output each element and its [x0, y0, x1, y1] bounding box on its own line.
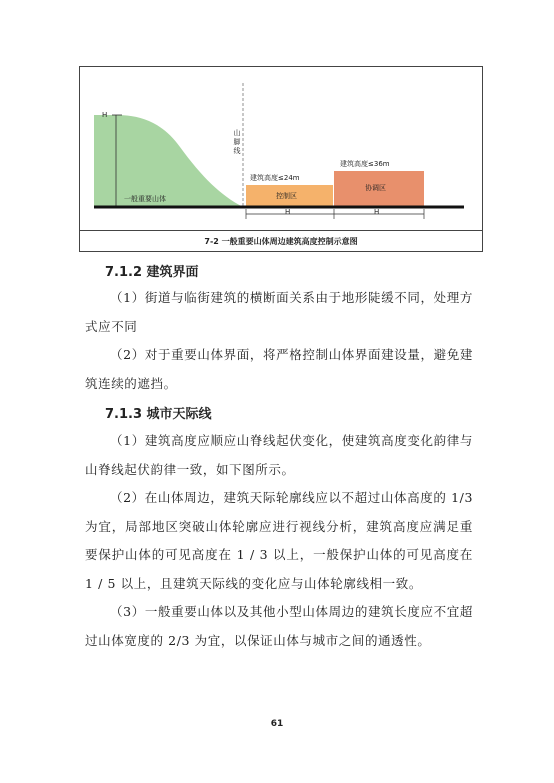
paragraph: （1）建筑高度应顺应山脊线起伏变化，使建筑高度变化韵律与山脊线起伏韵律一致，如下图所示。 — [85, 433, 473, 477]
control-zone-label: 控制区 — [276, 192, 297, 200]
page-number: 61 — [270, 719, 284, 729]
figure — [79, 66, 483, 252]
control-zone-width-marker: H — [285, 208, 291, 216]
section-heading-building-interface: 7.1.2 建筑界面 — [105, 265, 199, 280]
ridge-line-label: 山脚线 — [233, 129, 241, 155]
height-marker-label: H — [102, 111, 108, 119]
section-heading-skyline: 7.1.3 城市天际线 — [105, 407, 212, 422]
coordination-zone-width-marker: H — [374, 208, 380, 216]
coordination-zone-label: 协调区 — [365, 184, 386, 192]
mountain-label: 一般重要山体 — [124, 195, 166, 203]
figure-caption: 7-2 一般重要山体周边建筑高度控制示意图 — [80, 230, 482, 252]
paragraph: （3）一般重要山体以及其他小型山体周边的建筑长度应不宜超过山体宽度的 2/3 为宜，以保证山体与城市之间的通透性。 — [85, 604, 473, 648]
control-zone-height-rule: 建筑高度≤24m — [250, 174, 300, 182]
paragraph: （2）在山体周边，建筑天际轮廓线应以不超过山体高度的 1/3 为宜，局部地区突破山体轮廓应进行视线分析，建筑高度应满足重要保护山体的可见高度在 1 / 3 以上，一般保护山体的可见高度在 1 / 5 以上，且建筑天际线的变化应与山体轮廓线相一致。 — [85, 490, 473, 591]
height-control-diagram — [80, 67, 482, 230]
coordination-zone-height-rule: 建筑高度≤36m — [340, 160, 390, 168]
paragraph: （2）对于重要山体界面，将严格控制山体界面建设量，避免建筑连续的遮挡。 — [85, 347, 473, 391]
paragraph: （1）街道与临街建筑的横断面关系由于地形陡缓不同，处理方式应不同 — [85, 290, 473, 334]
